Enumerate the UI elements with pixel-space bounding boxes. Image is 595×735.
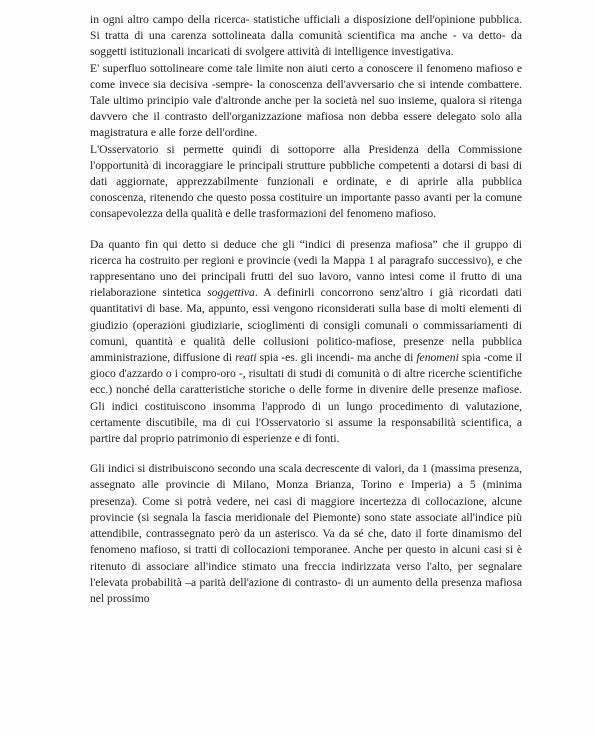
text-span: Da quanto fin qui detto si deduce che gli “indici di presenza mafiosa” che il gruppo di ricerca ha costruito per regioni e provincie (vedi la Mappa 1 al paragrafo successivo), e che rappresentano uno dei principali frutti del suo lavoro, vanno intesi come il frutto di una rielaborazione sintetica	[90, 237, 522, 300]
paragraph-presence-indices	[90, 237, 522, 448]
text-span: spia -es. gli incendi- ma anche di	[256, 351, 417, 365]
text-span: . A definirli concorrono senz'altro i già ricordati dati quantitativi di base. Ma, appunto, essi vengono riconsiderati sulla base di molti elementi di giudizio (operazioni giudiziarie, scioglimenti di consigli comunali o commissariamenti di comuni, quantità e qualità delle collusioni politico-mafiose, presenze nella pubblica amministrazione, diffusione di	[90, 286, 523, 365]
paragraph-index-scale: Gli indici si distribuiscono secondo una scala decrescente di valori, da 1 (massima presenza, assegnato alle provincie di Milano, Monza Brianza, Torino e Imperia) a 5 (minima presenza). Come si potrà vedere, nei casi di maggiore incertezza di collocazione, alcune provincie (si segnala la fascia meridionale del Piemonte) sono state associate all'indice più attendibile, contrassegnato però da un asterisco. Va da sé che, dato il forte dinamismo del fenomeno mafioso, si tratti di collocazioni temporanee. Anche per questo in alcuni casi si è ritenuto di associare all'indice stimato una freccia indirizzata verso l'alto, per segnalare l'elevata probabilità –a parità dell'azione di contrasto- di un aumento della presenza mafiosa nel prossimo	[90, 462, 522, 605]
paragraph-knowledge-of-adversary: E' superfluo sottolineare come tale limite non aiuti certo a conoscere il fenomeno mafioso e come invece sia decisiva -sempre- la conoscenza dell'avversario che si intende combattere. Tale ultimo principio vale d'altronde anche per la società nel suo insieme, qualora si ritenga davvero che il contrasto dell'organizzazione mafiosa non debba essere delegato solo alla magistratura e alle forze dell'ordine.	[90, 61, 522, 140]
text-span: spia -come il gioco d'azzardo o i compro-oro -, risultati di studi di comunità o di altre ricerche scientifiche ecc.) nonché della caratteristiche storiche o delle forme in divenire delle presenze mafiose. Gli indici costituiscono insomma l'approdo di un lungo procedimento di valutazione, certamente discutibile, ma di cui l'Osservatorio si assume la responsabilità scientifica, a partire dal proprio patrimonio di esperienze e di fonti.	[90, 351, 523, 446]
document-body	[90, 12, 522, 607]
emphasis-fenomeni: fenomeni	[416, 351, 459, 365]
paragraph-observatory-proposal: L'Osservatorio si permette quindi di sottoporre alla Presidenza della Commissione l'opportunità di incoraggiare le principali strutture pubbliche competenti a dotarsi di basi di dati aggiornate, apprezzabilmente funzionali e ordinate, e di aprirle alla pubblica conoscenza, ritenendo che questo possa costituire un importante passo avanti per la comune consapevolezza della qualità e delle trasformazioni del fenomeno mafioso.	[90, 142, 522, 221]
emphasis-reati: reati	[235, 351, 257, 365]
paragraph-statistics-shortage: in ogni altro campo della ricerca- statistiche ufficiali a disposizione dell'opinione pubblica. Si tratta di una carenza sottolineata dalla comunità scientifica ma anche - va detto- da soggetti istituzionali incaricati di svolgere attività di intelligence investigativa.	[90, 13, 522, 59]
emphasis-soggettiva: soggettiva	[207, 286, 255, 300]
